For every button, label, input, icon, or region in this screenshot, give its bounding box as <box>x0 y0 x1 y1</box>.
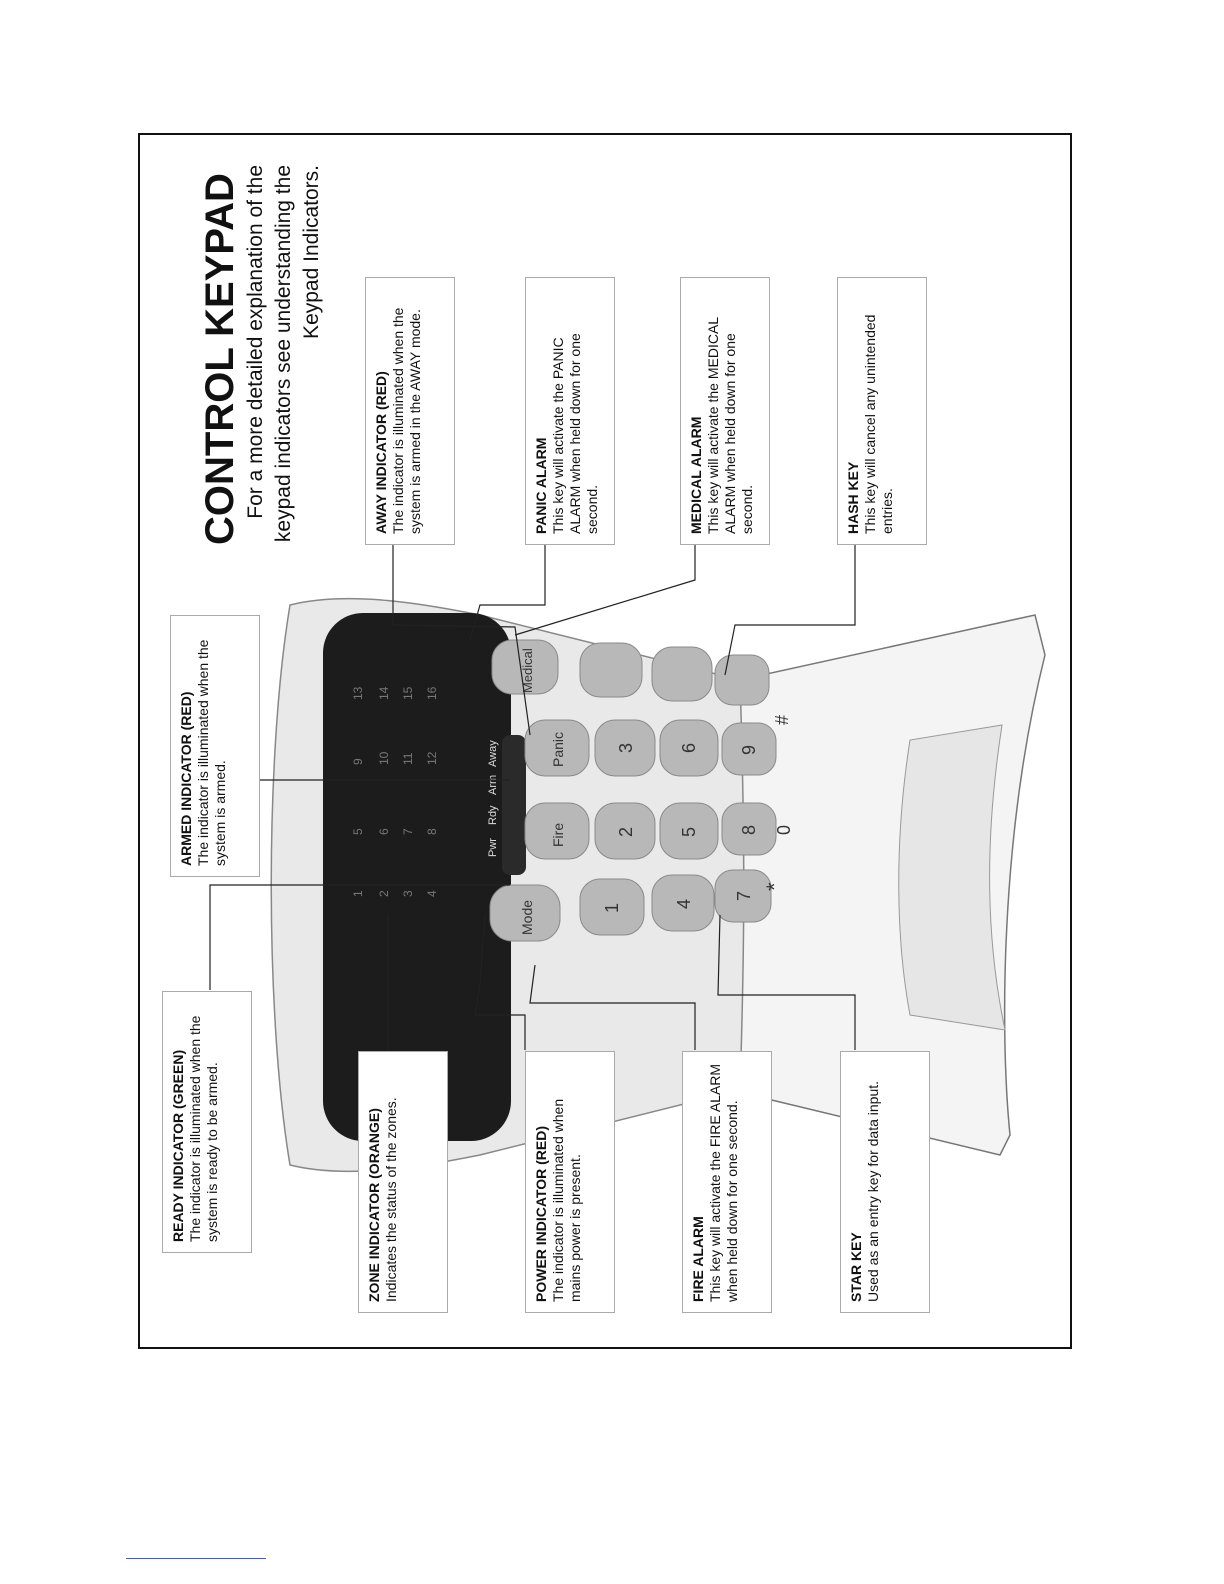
zone-number: 16 <box>425 686 439 700</box>
key-hash[interactable]: # <box>772 714 792 725</box>
key-mode[interactable]: Mode <box>519 899 535 935</box>
led-label-pwr: Pwr <box>487 838 499 857</box>
zone-number: 10 <box>377 751 391 765</box>
led-label-rdy: Rdy <box>487 805 499 825</box>
key-6[interactable]: 6 <box>679 742 699 753</box>
zone-number: 1 <box>351 890 365 897</box>
key-1[interactable]: 1 <box>602 902 622 913</box>
callout-fire: FIRE ALARM This key will activate the FIRE ALARM when held down for one second. <box>682 1051 772 1313</box>
callout-medical: MEDICAL ALARM This key will activate the MEDICAL ALARM when held down for one second. <box>680 277 770 545</box>
diagram-frame <box>138 133 1072 1349</box>
zone-number: 11 <box>401 752 415 765</box>
zone-number: 8 <box>425 828 439 835</box>
callout-ready: READY INDICATOR (GREEN) The indicator is illuminated when the system is ready to be armed. <box>162 991 252 1253</box>
key-4[interactable]: 4 <box>674 898 694 909</box>
key-9[interactable]: 9 <box>739 744 759 755</box>
key-panic[interactable]: Panic <box>550 731 566 767</box>
key-2[interactable]: 2 <box>616 826 636 837</box>
callout-star: STAR KEY Used as an entry key for data input. <box>840 1051 930 1313</box>
zone-number: 12 <box>425 751 439 765</box>
zone-number: 14 <box>377 686 391 700</box>
callout-zone: ZONE INDICATOR (ORANGE) Indicates the status of the zones. <box>358 1051 448 1313</box>
key-3[interactable]: 3 <box>616 742 636 753</box>
footer-rule <box>126 1558 266 1559</box>
title-block <box>198 145 326 545</box>
zone-number: 2 <box>377 890 391 897</box>
zone-number: 3 <box>401 890 415 897</box>
zone-number: 15 <box>401 686 415 700</box>
key-0[interactable]: 0 <box>774 824 794 835</box>
zone-number: 6 <box>377 828 391 835</box>
led-label-arm: Arm <box>487 774 499 795</box>
key-5[interactable]: 5 <box>679 826 699 837</box>
zone-number: 4 <box>425 890 439 897</box>
led-strip <box>502 735 526 875</box>
key-fire[interactable]: Fire <box>550 822 566 847</box>
callout-panic: PANIC ALARM This key will activate the PANIC ALARM when held down for one second. <box>525 277 615 545</box>
callout-hash: HASH KEY This key will cancel any unintended entries. <box>837 277 927 545</box>
zone-number: 13 <box>351 686 365 700</box>
key-8[interactable]: 8 <box>739 824 759 835</box>
page-subtitle: For a more detailed explanation of the keypad indicators see understanding the Keypad Indicators. <box>244 165 323 543</box>
zone-number: 7 <box>401 828 415 835</box>
led-label-away: Away <box>487 740 499 767</box>
key-star-label[interactable]: * <box>762 882 787 891</box>
lid-recess <box>899 725 1005 1030</box>
callout-power: POWER INDICATOR (RED) The indicator is illuminated when mains power is present. <box>525 1051 615 1313</box>
zone-number: 9 <box>351 758 365 765</box>
key-7[interactable]: 7 <box>734 890 754 901</box>
zone-number: 5 <box>351 828 365 835</box>
callout-away: AWAY INDICATOR (RED) The indicator is illuminated when the system is armed in the AWAY mode. <box>365 277 455 545</box>
page-title: CONTROL KEYPAD <box>198 173 242 545</box>
callout-armed: ARMED INDICATOR (RED) The indicator is illuminated when the system is armed. <box>170 615 260 877</box>
key-medical[interactable]: Medical <box>520 648 535 693</box>
